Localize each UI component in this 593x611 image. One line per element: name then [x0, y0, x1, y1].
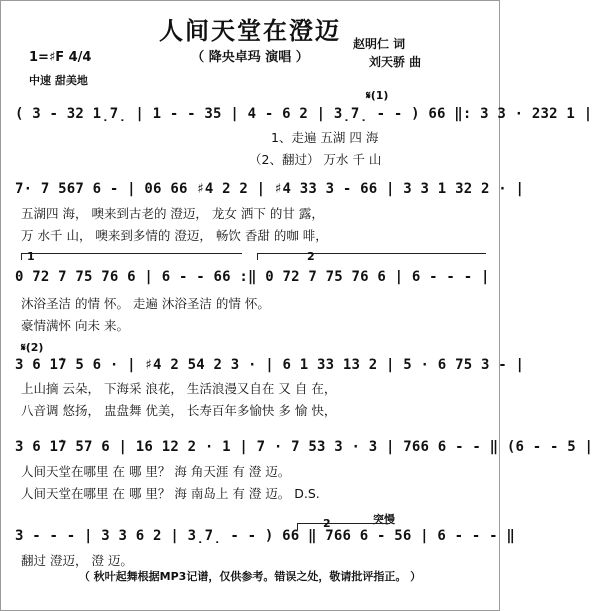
volta-label-3: 2 [323, 517, 331, 530]
segno-marker-1: 𝄋(1) [366, 89, 389, 102]
lyricist-credit: 赵明仁 词 [353, 37, 406, 51]
staff-row-3: 0 72 7 75 76 6 | 6 - - 66 :‖ 0 72 7 75 76 6 | 6 - - - | [15, 269, 490, 285]
volta-label-1: 1 [27, 250, 35, 263]
staff-row-4: 3 6 1̇7 5 6 · | ♯4 2 54 2 3 · | 6 1 33 13 2 | 5 · 6 75 3 - | [15, 357, 525, 373]
song-title: 人间天堂在澄迈 [159, 17, 341, 45]
lyric-row-2-verse-2: 万 水千 山， 噢来到多情的 澄迈， 畅饮 香甜 的咖 啡， [21, 228, 328, 243]
volta-bracket-2 [257, 253, 486, 260]
key-signature: 1=♯F 4/4 [29, 50, 92, 65]
staff-row-2: 7· 7 567 6 - | 06 66 ♯4 2 2 | ♯4 33 3 - 66 | 3 3 1 32 2 · | [15, 181, 525, 197]
lyric-row-3-verse-1: 沐浴圣洁 的情 怀。 走遍 沐浴圣洁 的情 怀。 [21, 296, 270, 311]
lyric-row-6: 翻过 澄迈， 澄 迈。 [21, 553, 133, 568]
staff-row-1: ( 3 - 32 1̣7̣ | 1 - - 35 | 4 - 6 2 | 3̣7̣ - - ) 66 ‖: 3 3 · 232 1 | [15, 106, 593, 122]
volta-label-2: 2 [307, 250, 315, 263]
lyric-row-5-verse-1: 人间天堂在哪里 在 哪 里？ 海 角天涯 有 澄 迈。 [21, 464, 291, 479]
lyric-row-1-verse-2: （2、翻过） 万水 千 山 [249, 152, 382, 167]
lyric-row-4-verse-2: 八音调 悠扬， 盅盘舞 优美， 长寿百年多愉快 多 愉 快， [21, 403, 337, 418]
lyric-row-2-verse-1: 五湖四 海， 噢来到古老的 澄迈， 龙女 洒下 的甘 露， [21, 206, 324, 221]
lyric-row-1-verse-1: 1、走遍 五湖 四 海 [271, 130, 379, 145]
lyric-row-5-verse-2: 人间天堂在哪里 在 哪 里？ 海 南岛上 有 澄 迈。 D.S. [21, 486, 320, 501]
staff-row-6: 3 - - - | 3 3 6 2 | 3̣7̣ - - ) 66 ‖ 766 6 - 56 | 6 - - - ‖ [15, 528, 516, 544]
lyric-row-3-verse-2: 豪情满怀 向未 来。 [21, 318, 129, 333]
transcription-note: （ 秋叶起舞根据MP3记谱，仅供参考。错误之处，敬请批评指正。 ） [78, 570, 422, 583]
performer-line: （ 降央卓玛 演唱 ） [191, 50, 309, 65]
staff-row-5: 3 6 1̇7 57 6 | 16 12 2 · 1 | 7 · 7 53 3 · 3 | 766 6 - - ‖ (6 - - 5 | [15, 439, 593, 455]
tempo-change-marking: 突慢 [373, 513, 395, 526]
tempo-marking: 中速 甜美地 [29, 74, 88, 87]
segno-marker-2: 𝄋(2) [21, 341, 44, 354]
composer-credit: 刘天骄 曲 [369, 55, 422, 69]
volta-bracket-1 [21, 253, 242, 260]
lyric-row-4-verse-1: 上山摘 云朵， 下海采 浪花， 生活浪漫又自在 又 自 在， [21, 381, 337, 396]
